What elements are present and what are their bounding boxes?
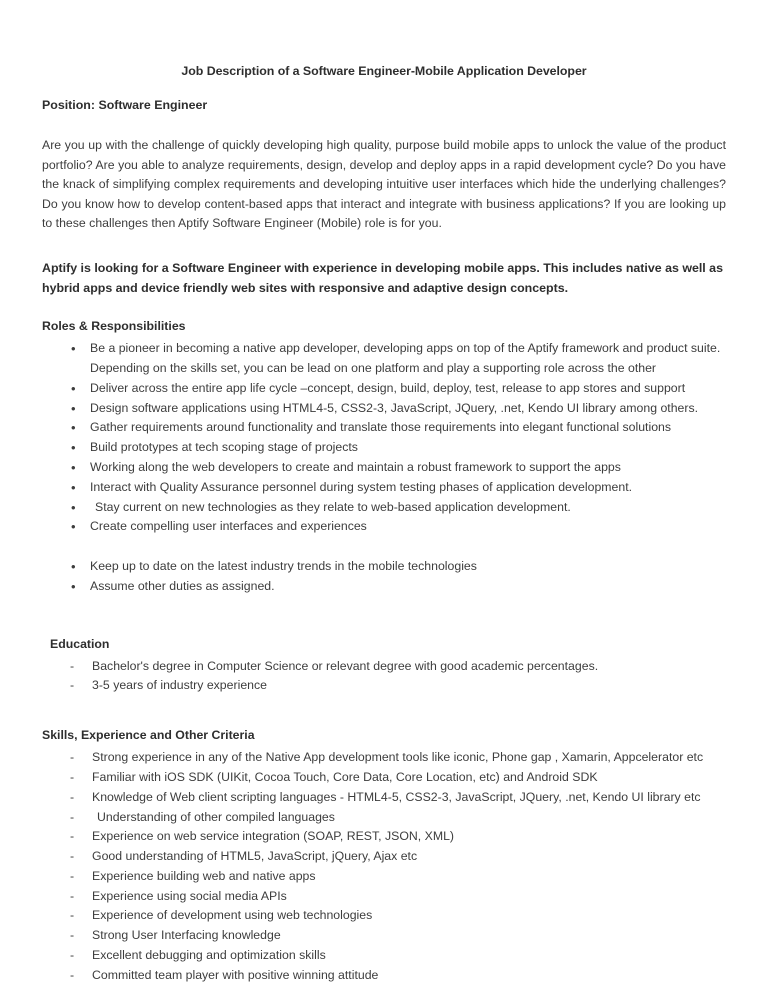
bullet-dot-icon: • xyxy=(71,499,76,515)
list-item-text: Keep up to date on the latest industry trends in the mobile technologies xyxy=(90,558,477,573)
bullet-dot-icon: • xyxy=(71,440,76,456)
list-item-text: Be a pioneer in becoming a native app developer, developing apps on top of the Aptify framework and product suite. Depending on the skills set, you can be lead on one platform and play a supporting role across the other xyxy=(90,341,721,375)
list-item-text: Experience using social media APIs xyxy=(92,888,287,903)
list-item xyxy=(42,966,726,986)
section-spacer xyxy=(42,597,726,635)
list-item xyxy=(42,517,726,537)
bullet-dot-icon: • xyxy=(71,459,76,475)
section-heading-education: Education xyxy=(50,636,110,651)
bullet-dot-icon: • xyxy=(71,479,76,495)
section-spacer xyxy=(42,696,726,726)
list-item xyxy=(42,339,726,379)
bullet-dash-icon: - xyxy=(70,658,75,673)
bullet-dash-icon: - xyxy=(70,888,75,903)
list-item-text: Understanding of other compiled languages xyxy=(97,809,335,824)
bullet-dot-icon: • xyxy=(71,420,76,436)
bullet-dash-icon: - xyxy=(70,789,75,804)
list-item xyxy=(42,418,726,438)
list-item xyxy=(42,577,726,597)
list-item xyxy=(42,498,726,518)
bullet-dot-icon: • xyxy=(71,578,76,594)
list-item xyxy=(42,438,726,458)
list-item-text: Strong User Interfacing knowledge xyxy=(92,928,281,943)
lead-bold-paragraph: Aptify is looking for a Software Engineer with experience in developing mobile apps. This includes native as well as hybrid apps and device friendly web sites with responsive and adaptive design concepts. xyxy=(42,260,723,295)
page-title: Job Description of a Software Engineer-Mobile Application Developer xyxy=(181,64,587,78)
list-item xyxy=(42,808,726,828)
list-item-text: Design software applications using HTML4-5, CSS2-3, JavaScript, JQuery, .net, Kendo UI library among others. xyxy=(90,400,699,415)
list-item xyxy=(42,748,726,768)
bullet-dot-icon: • xyxy=(71,519,76,535)
list-item xyxy=(42,847,726,867)
education-bullet-list xyxy=(42,657,726,697)
bullet-dash-icon: - xyxy=(70,750,75,765)
bullet-dash-icon: - xyxy=(70,678,75,693)
bullet-dot-icon: • xyxy=(71,380,76,396)
intro-paragraph: Are you up with the challenge of quickly developing high quality, purpose build mobile apps to unlock the value of the product portfolio? Are you able to analyze requirements, design, develop and deploy apps in a rapid development cycle? Do you have the knack of simplifying complex requirements and developing intuitive user interfaces which hide the underlying challenges? Do you know how to develop content-based apps that interact and integrate with business applications? If you are looking up to these challenges then Aptify Software Engineer (Mobile) role is for you. xyxy=(42,138,726,231)
list-item-text: Working along the web developers to create and maintain a robust framework to support the apps xyxy=(90,459,621,474)
bullet-dash-icon: - xyxy=(70,829,75,844)
bullet-dash-icon: - xyxy=(70,849,75,864)
bullet-dash-icon: - xyxy=(70,948,75,963)
list-item-text: Excellent debugging and optimization skills xyxy=(92,948,326,963)
roles-bullet-list xyxy=(42,339,726,537)
list-item-text: Knowledge of Web client scripting languages - HTML4-5, CSS2-3, JavaScript, JQuery, .net, Kendo UI library etc xyxy=(92,789,701,804)
bullet-dash-icon: - xyxy=(70,908,75,923)
list-item xyxy=(42,557,726,577)
list-item-text: Interact with Quality Assurance personnel during system testing phases of application development. xyxy=(90,479,633,494)
roles-bullet-list-continued xyxy=(42,557,726,597)
list-item-text: Stay current on new technologies as they relate to web-based application development. xyxy=(95,499,571,514)
section-heading-skills: Skills, Experience and Other Criteria xyxy=(42,728,255,743)
list-item xyxy=(42,657,726,677)
bullet-dash-icon: - xyxy=(70,809,75,824)
bullet-dash-icon: - xyxy=(70,868,75,883)
skills-bullet-list xyxy=(42,748,726,986)
list-item xyxy=(42,867,726,887)
list-item-text: Strong experience in any of the Native App development tools like iconic, Phone gap , Xamarin, Appcelerator etc xyxy=(92,750,704,765)
list-item-text: Create compelling user interfaces and experiences xyxy=(90,519,367,534)
bullet-dot-icon: • xyxy=(71,558,76,574)
list-item xyxy=(42,906,726,926)
list-item xyxy=(42,399,726,419)
list-item-text: Bachelor's degree in Computer Science or relevant degree with good academic percentages. xyxy=(92,658,599,673)
list-item xyxy=(42,827,726,847)
list-item-text: Experience on web service integration (SOAP, REST, JSON, XML) xyxy=(92,829,455,844)
list-item-text: Deliver across the entire app life cycle –concept, design, build, deploy, test, release to app stores and support xyxy=(90,380,686,395)
list-item xyxy=(42,676,726,696)
section-heading-roles: Roles & Responsibilities xyxy=(42,319,186,334)
list-gap-spacer xyxy=(42,537,726,557)
bullet-dash-icon: - xyxy=(70,769,75,784)
list-item-text: Good understanding of HTML5, JavaScript, jQuery, Ajax etc xyxy=(92,849,418,864)
list-item xyxy=(42,768,726,788)
bullet-dot-icon: • xyxy=(71,341,76,357)
bullet-dash-icon: - xyxy=(70,967,75,982)
position-line: Position: Software Engineer xyxy=(42,98,208,112)
list-item xyxy=(42,946,726,966)
list-item-text: Gather requirements around functionality and translate those requirements into elegant functional solutions xyxy=(90,420,672,435)
bullet-dash-icon: - xyxy=(70,928,75,943)
list-item xyxy=(42,458,726,478)
list-item xyxy=(42,478,726,498)
list-item xyxy=(42,788,726,808)
list-item-text: Familiar with iOS SDK (UIKit, Cocoa Touch, Core Data, Core Location, etc) and Android SDK xyxy=(92,769,598,784)
list-item xyxy=(42,887,726,907)
list-item-text: Experience building web and native apps xyxy=(92,868,316,883)
list-item-text: Assume other duties as assigned. xyxy=(90,578,275,593)
list-item-text: Experience of development using web technologies xyxy=(92,908,373,923)
list-item xyxy=(42,379,726,399)
list-item-text: Committed team player with positive winning attitude xyxy=(92,967,379,982)
bullet-dot-icon: • xyxy=(71,400,76,416)
list-item-text: Build prototypes at tech scoping stage of projects xyxy=(90,440,358,455)
list-item-text: 3-5 years of industry experience xyxy=(92,678,267,693)
list-item xyxy=(42,926,726,946)
